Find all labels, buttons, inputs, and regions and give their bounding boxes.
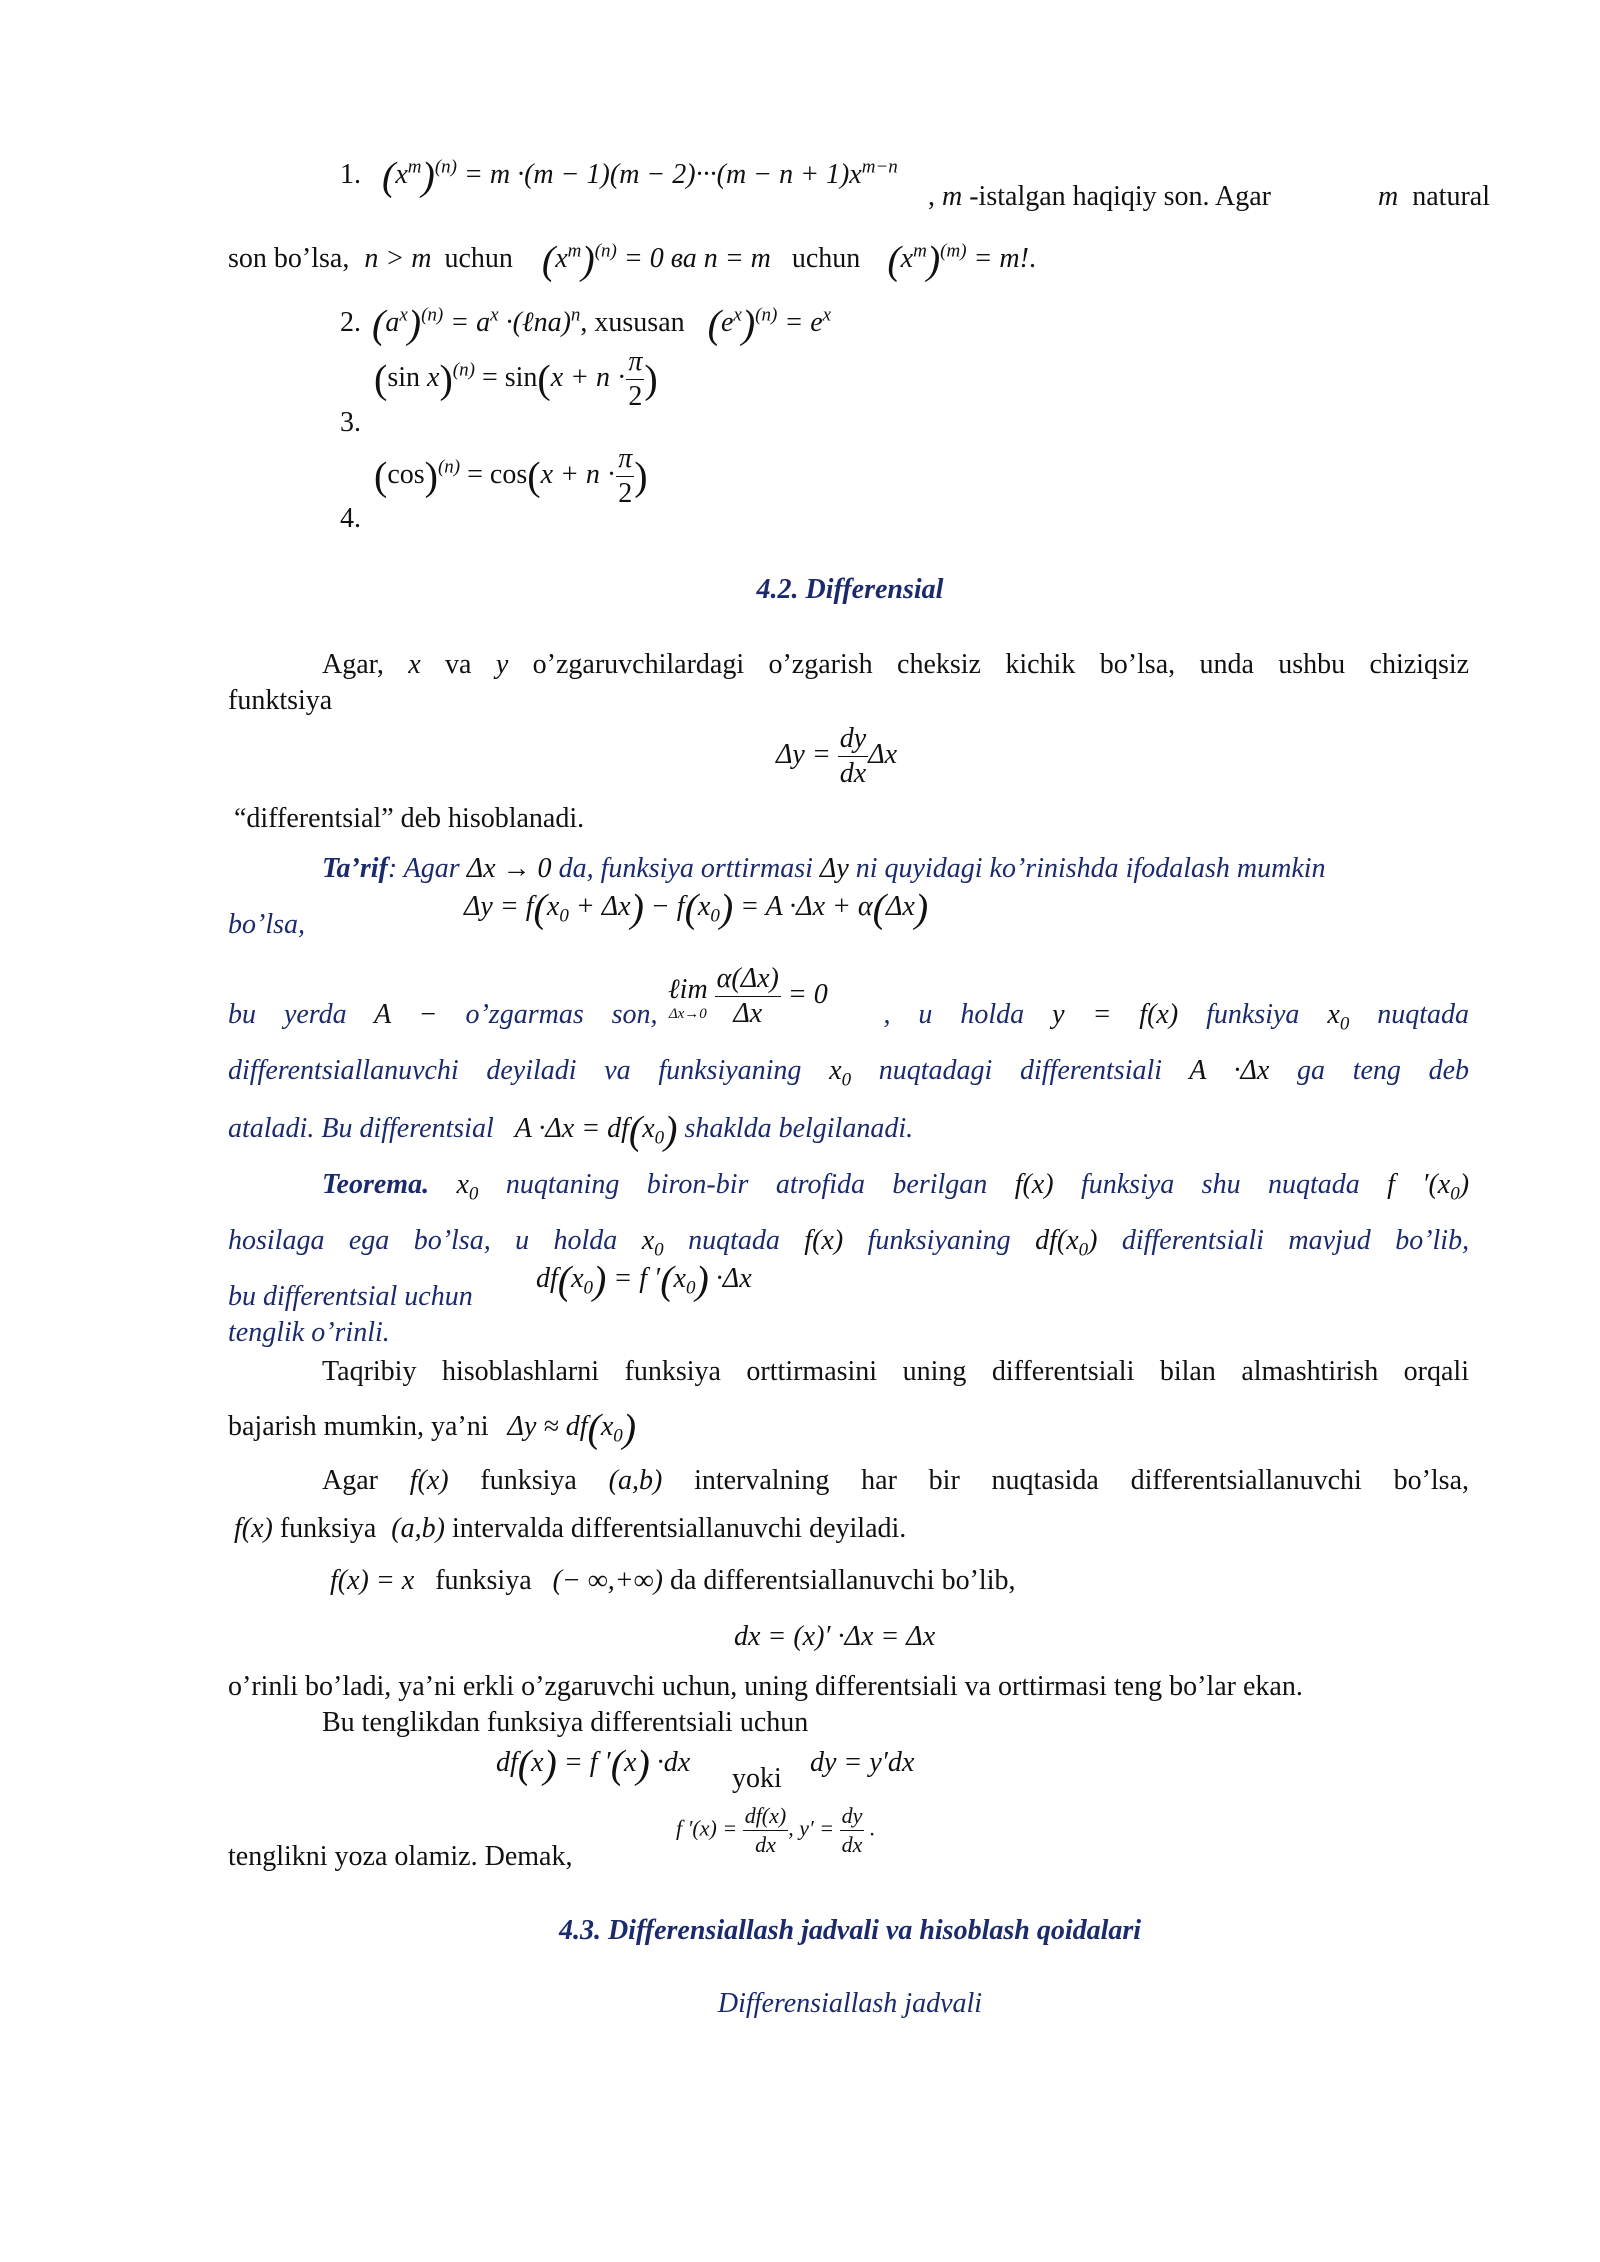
word-yoki: yoki	[732, 1763, 782, 1794]
paragraph-from-identity: Bu tenglikdan funksiya differentsiali uchun	[322, 1707, 809, 1738]
formula-increment: $\Delta y = f(x_0 + \Delta x) - f(x_0) = A \cdot\Delta x + \alpha(\Delta x)$	[464, 885, 929, 931]
paragraph-interval: Agar f(x) funksiya (a,b) intervalning har bir nuqtasida differentsiallanuvchi bo’lsa,	[322, 1465, 1470, 1496]
section-heading-4-3: 4.3. Differensiallash jadvali va hisoblash qoidalari	[558, 1915, 1142, 1946]
definition-line-2: bo’lsa,	[228, 909, 305, 940]
formula-theorem: $df(x_0) = f$ $'(x_0) \cdot\Delta x$	[536, 1257, 752, 1303]
definition-line-4: differentsiallanuvchi deyiladi va funksiyaning $x_0$ nuqtadagi differentsiali A ·Δx ga teng deb	[228, 1055, 1470, 1091]
paragraph-interval-cont: f(x) funksiya (a,b) intervalda differentsiallanuvchi deyiladi.	[234, 1513, 907, 1544]
formula-3-number: 3.	[340, 407, 361, 438]
paragraph-intro-cont: funktsiya	[228, 685, 333, 716]
formula-1: 1. $(x^m)^{(n)} = m \cdot(m - 1)(m - 2)\cdot\cdot\cdot(m - n + 1)x^{m-n}$	[340, 153, 898, 199]
theorem-line-3: bu differentsial uchun	[228, 1281, 473, 1312]
definition-line-1: Ta’rif: Agar Δx → 0 da, funksiya orttirmasi Δy ni quyidagi ko’rinishda ifodalash mumkin	[322, 853, 1326, 884]
definition-line-5: ataladi. Bu differentsial $A \cdot\Delta x = df(x_0)$ shaklda belgilanadi.	[228, 1107, 914, 1153]
formula-4-number: 4.	[340, 503, 361, 534]
formula-1-line2: son bo’lsa, n > m uchun $(x^m)^{(n)} = 0$ ва n = m uchun $(x^m)^{(m)} = m$!.	[228, 237, 1036, 283]
formula-1-tail: , m -istalgan haqiqiy son. Agar	[928, 181, 1271, 212]
paragraph-conclusion: o’rinli bo’ladi, ya’ni erkli o’zgaruvchi uchun, uning differentsiali va orttirmasi teng bo’lar ekan.	[228, 1671, 1303, 1702]
paragraph-approx: Taqribiy hisoblashlarni funksiya orttirmasini uning differentsiali bilan almashtirish orqali	[322, 1356, 1469, 1387]
paragraph-demak: tenglikni yoza olamiz. Demak,	[228, 1841, 573, 1872]
definition-line-3: bu yerda A − o’zgarmas son, , u holda y = f(x) funksiya $x_0$ nuqtada	[228, 999, 1470, 1035]
formula-2: 2. $(a^x)^{(n)} = a^x$ ·(ℓna)$^n$, xususan $(e^x)^{(n)} = e^x$	[340, 301, 832, 347]
formula-delta-y: Δy = $\frac{dy}{dx}$ Δx	[776, 723, 898, 789]
paragraph-approx-cont: bajarish mumkin, ya’ni $\Delta y \approx df(x_0)$	[228, 1405, 637, 1451]
formula-limit: ℓim Δx→0 $\frac{\alpha(\Delta x)}{\Delta x}$ = 0	[668, 963, 828, 1029]
theorem-line-2: hosilaga ega bo’lsa, u holda $x_0$ nuqtada f(x) funksiyaning $df(x_0)$ differentsiali mavjud bo’lib,	[228, 1225, 1470, 1261]
formula-dy: dy = y′dx	[810, 1747, 915, 1778]
subsection-heading: Differensiallash jadvali	[717, 1988, 983, 2019]
paragraph-identity: f(x) = x funksiya (− ∞,+∞) da differentsiallanuvchi bo’lib,	[330, 1565, 1016, 1596]
paragraph-differentsial: “differentsial” deb hisoblanadi.	[234, 803, 585, 834]
formula-derivative: f ′(x) = $\frac{df(x)}{dx}$ , y′ = $\frac{dy}{dx}$ .	[676, 1803, 876, 1857]
formula-dx: dx = (x)′ ·Δx = Δx	[734, 1621, 936, 1652]
formula-4: $(\cos)^{(n)} = \cos(x + n$ · $\frac{\pi}{2}$ )	[374, 443, 648, 509]
paragraph-intro: Agar, x va y o’zgaruvchilardagi o’zgarish cheksiz kichik bo’lsa, unda ushbu chiziqsiz	[322, 649, 1470, 680]
section-heading-4-2: 4.2. Differensial	[756, 574, 944, 605]
formula-3: (sin x)$^{(n)}$ = sin(x + n · $\frac{\pi}{2}$ )	[374, 346, 658, 412]
theorem-line-4: tenglik o’rinli.	[228, 1317, 390, 1348]
theorem-line-1: Teorema. $x_0$ nuqtaning biron-bir atrofida berilgan f(x) funksiya shu nuqtada f $'(x_0)$	[322, 1169, 1470, 1205]
formula-1-natural: m natural	[1378, 181, 1490, 212]
formula-df: df(x) = f ′(x) ·dx	[496, 1741, 691, 1787]
